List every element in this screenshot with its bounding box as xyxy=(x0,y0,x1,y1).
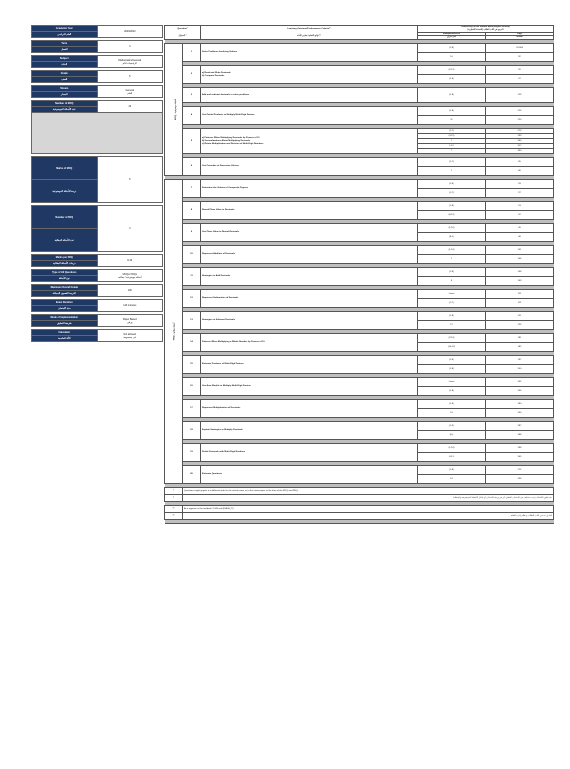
example-ref: (1-10) xyxy=(418,444,486,453)
question-row xyxy=(165,202,554,211)
page-ref: 85 xyxy=(486,158,554,167)
question-row xyxy=(165,44,554,53)
example-ref: (1-8) xyxy=(418,44,486,53)
learning-outcome-line: Estimate Products of Multi-Digit Factors xyxy=(202,363,244,366)
info-label: Subject xyxy=(32,56,98,62)
info-value xyxy=(97,315,163,327)
reference-header-ar: المرجع في كتاب الطالب (النسخة الانجليزية) xyxy=(467,28,504,31)
question-number: 14 xyxy=(183,334,201,352)
page-ref: 220 xyxy=(486,116,554,125)
footnote-text: As it appears in the textbook / LMS and (KHDA_IT) xyxy=(183,506,554,513)
info-value-en: General xyxy=(125,88,134,92)
learning-outcome xyxy=(201,422,418,440)
learning-outcome-line: Add and subtract decimals in solve problems xyxy=(202,93,250,96)
info-value xyxy=(97,56,163,68)
learning-outcome xyxy=(201,66,418,84)
example-header-ar: مثال/تمرين xyxy=(418,36,486,40)
learning-outcome xyxy=(201,180,418,198)
info-label: Grade xyxy=(32,71,98,77)
info-value-ar: غير مسموحة xyxy=(123,335,137,339)
example-ref: (1-6) xyxy=(418,356,486,365)
question-number: 1 xyxy=(183,44,201,62)
example-ref: Learn xyxy=(418,378,486,387)
question-number: 11 xyxy=(183,268,201,286)
learning-outcome-line: Represent Multiplication of Decimals xyxy=(202,407,241,410)
example-ref: (1-7) xyxy=(418,129,486,134)
page-ref: 129 xyxy=(486,88,554,103)
learning-outcome xyxy=(201,444,418,462)
question-row xyxy=(165,107,554,116)
footnote-text: Questions might appear in a different order in the actual exam, or in the exam paper or the form of the MCQ and FRQ. xyxy=(183,488,554,495)
learning-outcome xyxy=(201,129,418,154)
page-ref: 125 xyxy=(486,321,554,330)
exam-info-table xyxy=(31,25,163,344)
example-ref: (6-) xyxy=(418,431,486,440)
question-number: 20 xyxy=(183,466,201,484)
example-ref: 7 xyxy=(418,149,486,154)
page-ref: 121 xyxy=(486,312,554,321)
info-gray-block xyxy=(32,113,163,154)
learning-outcome-line: b) Compare Decimals xyxy=(202,74,225,77)
section-label-text: FRQ - أسئلة مقالية xyxy=(173,322,176,341)
page-ref: 317 xyxy=(486,144,554,149)
question-header-ar: السؤال * xyxy=(178,34,187,37)
info-label: Maximum Overall Grade xyxy=(32,285,98,291)
learning-outcome xyxy=(201,88,418,103)
question-row xyxy=(165,158,554,167)
learning-outcome-line: Estimate Quotients xyxy=(202,473,222,476)
example-ref: 10 xyxy=(418,475,486,484)
info-label-ar: طريقة التطبيق xyxy=(32,321,98,327)
page-ref: 181 xyxy=(486,334,554,343)
page-ref: 287 xyxy=(486,422,554,431)
example-ref: (1-8) xyxy=(418,466,486,475)
learning-outcome-line: Patterns When Multiplying a Whole Number by Powers of 10 xyxy=(202,341,265,344)
question-row xyxy=(165,66,554,75)
info-gray-cell xyxy=(32,113,163,154)
learning-outcome xyxy=(201,107,418,125)
example-ref: 7 xyxy=(418,139,486,144)
coverage-body xyxy=(165,40,554,484)
example-ref: Learn xyxy=(418,290,486,299)
example-ref: (1-8) xyxy=(418,387,486,396)
page-ref: 93 xyxy=(486,180,554,189)
example-ref: (6-12) xyxy=(418,211,486,220)
info-label-ar: المادة xyxy=(32,62,98,68)
page-ref: 111 xyxy=(486,290,554,299)
example-ref: (1-7) xyxy=(418,189,486,198)
example-ref: 7 xyxy=(418,255,486,264)
footnotes xyxy=(165,484,554,524)
coverage-table xyxy=(164,25,554,524)
example-ref: (1-8) xyxy=(418,202,486,211)
footnote-row xyxy=(165,488,554,495)
learning-outcome xyxy=(201,466,418,484)
info-label-ar: المسار xyxy=(32,92,98,98)
info-value: 6 xyxy=(97,157,163,203)
page-ref: 299 xyxy=(486,134,554,139)
question-row xyxy=(165,224,554,233)
learning-outcome xyxy=(201,202,418,220)
example-ref: (2-12) xyxy=(418,66,486,75)
info-label: Marks of MCQ xyxy=(32,157,98,180)
question-number: 2 xyxy=(183,66,201,84)
learning-outcome-line: c) Relate Multiplication and Division of Multi-Digit Numbers xyxy=(202,142,264,145)
outcome-header xyxy=(201,26,418,40)
info-value-ar: الرياضيات/عام xyxy=(122,61,137,65)
page-ref: 273 xyxy=(486,129,554,134)
info-gap-cell xyxy=(32,342,163,345)
page-ref: 200 xyxy=(486,365,554,374)
page-ref: 106 xyxy=(486,255,554,264)
reference-header-en: Reference(s) in the Student Book (English Version) xyxy=(461,26,510,28)
page-header: Page xyxy=(486,32,554,36)
learning-outcome-line: Explain Strategies to Multiply Decimals xyxy=(202,429,243,432)
learning-outcome-line: Use Formulas to Determine Volume xyxy=(202,165,239,168)
example-ref: (1-10) xyxy=(418,224,486,233)
learning-outcome-line: Strategies to Add Decimals xyxy=(202,275,231,278)
info-value: 2023/2024 xyxy=(97,26,163,38)
info-label-ar: عدد الأسئلة الموضوعية xyxy=(32,107,98,113)
info-label-ar: الدرجة القصوى الممكنة xyxy=(32,291,98,297)
page-ref: 92 xyxy=(486,53,554,62)
info-label: Mode of Implementation xyxy=(32,315,98,321)
exam-info-panel xyxy=(31,25,163,344)
page-ref: 250 xyxy=(486,409,554,418)
question-number: 3 xyxy=(183,88,201,103)
question-row xyxy=(165,356,554,365)
info-value: 4 xyxy=(97,206,163,252)
learning-outcome xyxy=(201,356,418,374)
learning-outcome xyxy=(201,400,418,418)
example-ref: 12 xyxy=(418,321,486,330)
example-ref: 8-13 xyxy=(418,453,486,462)
example-header: Example/Exercise xyxy=(418,32,486,36)
info-value-ar: أسئلة موضوعية / مقالية xyxy=(118,275,142,279)
page-ref: 280 xyxy=(486,400,554,409)
example-ref: 1-12 xyxy=(418,144,486,149)
info-label-ar: الآلة الحاسبة xyxy=(32,336,98,342)
question-number: 4 xyxy=(183,107,201,125)
example-ref: 7 xyxy=(418,167,486,176)
page-header-ar: الصفحة xyxy=(486,36,554,40)
example-ref: (1-7) xyxy=(418,158,486,167)
footnote-end-separator xyxy=(165,520,554,524)
section-label xyxy=(165,180,183,484)
info-value: 5 xyxy=(97,71,163,83)
example-ref: (1-8) xyxy=(418,107,486,116)
info-label-ar: عدد الأسئلة المقالية xyxy=(32,229,98,252)
page-ref: 197 xyxy=(486,356,554,365)
example-ref: (2-10) xyxy=(418,334,486,343)
question-number: 5 xyxy=(183,129,201,154)
page-ref: 182 xyxy=(486,343,554,352)
info-value: 16 xyxy=(97,101,163,113)
question-number: 10 xyxy=(183,246,201,264)
footnote-row-ar xyxy=(165,513,554,520)
info-label-ar: مدة الامتحان xyxy=(32,306,98,312)
page-ref: 53 xyxy=(486,202,554,211)
learning-outcome xyxy=(201,224,418,242)
example-ref: (1-6) xyxy=(418,180,486,189)
info-value xyxy=(97,330,163,342)
question-number: 19 xyxy=(183,444,201,462)
question-number: 12 xyxy=(183,290,201,308)
footnote-mark: * xyxy=(165,488,183,495)
question-number: 6 xyxy=(183,158,201,176)
footnote-text-ar: كما وردت في كتاب الطالب ونظام إدارة التعلم xyxy=(183,513,554,520)
example-ref: (1-10) xyxy=(418,246,486,255)
page-ref: 112 xyxy=(486,299,554,308)
info-label-ar: نوع الأسئلة xyxy=(32,276,98,282)
info-value: 3 xyxy=(97,41,163,53)
question-row xyxy=(165,466,554,475)
page-ref: 108 xyxy=(486,268,554,277)
example-ref: (1-8) xyxy=(418,88,486,103)
info-value: 120 minutes xyxy=(97,300,163,312)
outcome-header-en: Learning Outcome/Performance Criteria** xyxy=(287,27,331,30)
example-ref: (1-6) xyxy=(418,400,486,409)
footnote-mark-ar: ** xyxy=(165,513,183,520)
example-ref: (1-8) xyxy=(418,312,486,321)
example-ref: 10 xyxy=(418,53,486,62)
info-value-en: Mathematics/General xyxy=(118,58,142,62)
page-ref: 86 xyxy=(486,167,554,176)
page-ref: 204 xyxy=(486,387,554,396)
coverage-panel xyxy=(164,25,553,524)
info-label-ar: الصف xyxy=(32,77,98,83)
learning-outcome-line: a) Read and Write Decimals xyxy=(202,71,231,74)
learning-outcome-line: Use Area Models to Multiply Multi-Digit Factors xyxy=(202,385,251,388)
example-ref: 11 xyxy=(418,116,486,125)
question-row xyxy=(165,400,554,409)
example-ref: (10-12) xyxy=(418,343,486,352)
page-ref: 52 xyxy=(486,211,554,220)
section-label xyxy=(165,44,183,176)
info-label: Academic Year xyxy=(32,26,98,32)
question-row xyxy=(165,334,554,343)
question-number: 9 xyxy=(183,224,201,242)
info-value-en: MCQs/ FRQs xyxy=(122,272,137,276)
example-ref: (1-8) xyxy=(418,365,486,374)
page-ref: 330 xyxy=(486,149,554,154)
question-header-en: Question* xyxy=(177,27,188,30)
question-number: 8 xyxy=(183,202,201,220)
info-value-en: Not allowed xyxy=(123,332,136,336)
example-ref: (1-5) xyxy=(418,422,486,431)
footnote-row xyxy=(165,506,554,513)
page-ref: 37 xyxy=(486,75,554,84)
page-ref: 288 xyxy=(486,431,554,440)
question-row xyxy=(165,290,554,299)
example-ref: (3-12) xyxy=(418,134,486,139)
page-ref: 205 xyxy=(486,378,554,387)
info-value-en: Paper Based xyxy=(122,317,137,321)
reference-header xyxy=(418,26,554,33)
info-label-ar: الفصل xyxy=(32,47,98,53)
learning-outcome-line: a) Patterns When Multiplying Decimals by Powers of 10 xyxy=(202,136,260,139)
learning-outcome-line: Represent Subtraction of Decimals xyxy=(202,297,239,300)
info-value xyxy=(97,270,163,282)
footnote-row-ar xyxy=(165,495,554,502)
question-number: 16 xyxy=(183,378,201,396)
info-label-ar: درجات الأسئلة المقالية xyxy=(32,261,98,267)
question-number: 15 xyxy=(183,356,201,374)
question-number: 7 xyxy=(183,180,201,198)
info-value: 8-16 xyxy=(97,255,163,267)
info-row xyxy=(32,157,163,180)
question-row xyxy=(165,88,554,103)
info-label: Stream xyxy=(32,86,98,92)
info-label: Number of MCQ xyxy=(32,101,98,107)
question-number: 18 xyxy=(183,422,201,440)
learning-outcome xyxy=(201,268,418,286)
info-label-ar: العام الدراسي xyxy=(32,32,98,38)
learning-outcome-line: Solve Problems Involving Volume xyxy=(202,51,237,54)
example-ref: (1-6) xyxy=(418,75,486,84)
learning-outcome xyxy=(201,378,418,396)
learning-outcome-line: Strategies to Subtract Decimals xyxy=(202,319,235,322)
question-row xyxy=(165,246,554,255)
learning-outcome-line: Represent Addition of Decimals xyxy=(202,253,235,256)
learning-outcome xyxy=(201,334,418,352)
learning-outcome-line: Use Partial Products to Multiply Multi-Digit Factors xyxy=(202,114,255,117)
question-row xyxy=(165,422,554,431)
learning-outcome xyxy=(201,44,418,62)
question-row xyxy=(165,378,554,387)
example-ref: (8-1) xyxy=(418,233,486,242)
question-row xyxy=(165,180,554,189)
learning-outcome xyxy=(201,158,418,176)
info-label: Type of All Questions xyxy=(32,270,98,276)
page-ref: 236 xyxy=(486,475,554,484)
page-ref: 97 xyxy=(486,189,554,198)
page-ref: 70-904 xyxy=(486,44,554,53)
footnote-mark: ** xyxy=(165,506,183,513)
footnote-end-cell xyxy=(165,520,554,524)
example-ref: (1-7) xyxy=(418,299,486,308)
page-ref: 45 xyxy=(486,224,554,233)
page-ref: 20 xyxy=(486,66,554,75)
page-ref: 305 xyxy=(486,453,554,462)
info-value-ar: ورقي xyxy=(127,320,133,324)
info-label: Exam Duration xyxy=(32,300,98,306)
question-row xyxy=(165,268,554,277)
question-number: 17 xyxy=(183,400,201,418)
example-ref: 8 xyxy=(418,277,486,286)
learning-outcome xyxy=(201,312,418,330)
learning-outcome xyxy=(201,290,418,308)
question-row xyxy=(165,444,554,453)
info-label: Calculator xyxy=(32,330,98,336)
page-ref: 298 xyxy=(486,444,554,453)
learning-outcome-line: b) Generalizations About Multiplying Decimals xyxy=(202,139,251,142)
info-label: Number of FRQ xyxy=(32,206,98,229)
question-header xyxy=(165,26,201,40)
page-ref: 225 xyxy=(486,107,554,116)
learning-outcome-line: Divide Decimals with Multi-Digit Numbers xyxy=(202,451,246,454)
question-row xyxy=(165,312,554,321)
page-ref: 300 xyxy=(486,139,554,144)
page-ref: 109 xyxy=(486,277,554,286)
info-value xyxy=(97,86,163,98)
outcome-header-ar: نواتج التعلم/ معايير الأداء** xyxy=(297,34,321,37)
info-label-ar: درجة الأسئلة الموضوعية xyxy=(32,180,98,203)
learning-outcome xyxy=(201,246,418,264)
page-ref: 101 xyxy=(486,246,554,255)
learning-outcome-line: Use Place Value to Round Decimals xyxy=(202,231,240,234)
info-gap xyxy=(32,342,163,345)
example-ref: (1-8) xyxy=(418,268,486,277)
info-label: Marks per FRQ xyxy=(32,255,98,261)
info-row xyxy=(32,206,163,229)
question-number: 13 xyxy=(183,312,201,330)
footnote-text-ar: قد تظهر الأسئلة بترتيب مختلف في الامتحان الفعلي، أو في ورقة الامتحان أو شكل الأسئلة الموضوعية والمقالية. xyxy=(183,495,554,502)
info-value-ar: العام xyxy=(127,91,133,95)
info-label: Term xyxy=(32,41,98,47)
page-ref: 215 xyxy=(486,466,554,475)
page-ref: 48 xyxy=(486,233,554,242)
learning-outcome-line: Round Place Value to Decimals xyxy=(202,209,235,212)
footnote-mark-ar: * xyxy=(165,495,183,502)
info-value: 100 xyxy=(97,285,163,297)
example-ref: 10 xyxy=(418,409,486,418)
learning-outcome-line: Determine the Volume of Composite Figures xyxy=(202,187,249,190)
section-label-text: MCQ - أسئلة موضوعية xyxy=(175,99,178,121)
